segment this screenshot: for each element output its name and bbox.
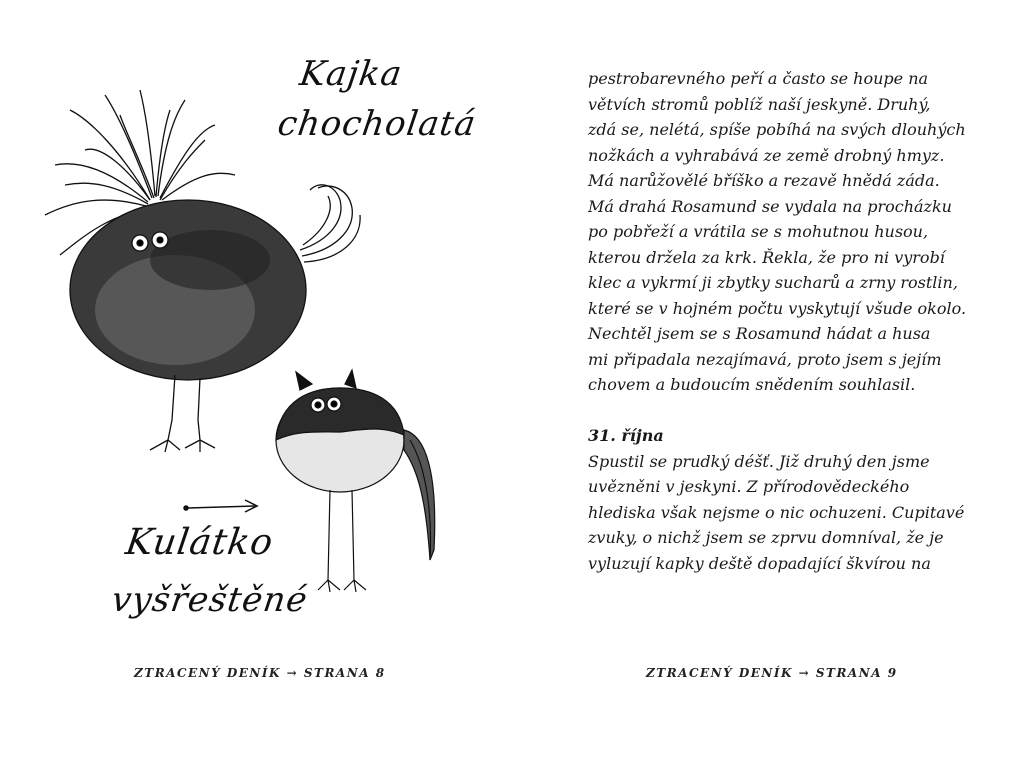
- text-line: Má drahá Rosamund se vydala na procházku: [588, 196, 952, 216]
- paragraph-gap: [588, 398, 1008, 424]
- text-line: chovem a budoucím snědením souhlasil.: [588, 375, 916, 394]
- date-heading: 31. října: [588, 426, 664, 445]
- caption-vysrestene: vyšřeštěné: [109, 580, 311, 620]
- text-line: větvích stromů poblíž naší jeskyně. Druhý,: [588, 94, 931, 114]
- text-line: zvuky, o nichž jsem se zprvu domníval, že je: [588, 528, 944, 547]
- text-line: Spustil se prudký déšť. Již druhý den jsme: [588, 451, 930, 471]
- caption-kulatko: Kulátko: [123, 522, 277, 563]
- right-page: [512, 0, 1024, 768]
- text-line: hlediska však nejsme o nic ochuzeni. Cupitavé: [588, 502, 965, 522]
- arrow-icon: [184, 500, 257, 512]
- round-bird-illustration: [276, 370, 435, 592]
- text-line: které se v hojném počtu vyskytují všude okolo.: [588, 298, 967, 318]
- text-line: nožkách a vyhrabává ze země drobný hmyz.: [588, 145, 945, 165]
- page-footer-left: ZTRACENÝ DENÍK → STRANA 8: [134, 666, 386, 680]
- caption-kajka: Kajka: [297, 54, 405, 94]
- text-line: pestrobarevného peří a často se houpe na: [588, 69, 929, 88]
- text-line: mi připadala nezajímavá, proto jsem s jejím: [588, 349, 942, 369]
- text-line: Nechtěl jsem se s Rosamund hádat a husa: [588, 324, 931, 343]
- page-footer-right: ZTRACENÝ DENÍK → STRANA 9: [646, 666, 898, 680]
- text-line: vyluzují kapky deště dopadající škvírou na: [588, 553, 931, 573]
- text-line: po pobřeží a vrátila se s mohutnou husou,: [588, 222, 929, 241]
- text-line: kterou držela za krk. Řekla, že pro ni vyrobí: [588, 247, 945, 267]
- text-line: Má narůžovělé bříško a rezavě hnědá záda.: [588, 171, 940, 190]
- body-text: [588, 66, 1008, 576]
- caption-chocholata: chocholatá: [275, 104, 479, 144]
- text-line: klec a vykrmí ji zbytky sucharů a zrny rostlin,: [588, 273, 958, 292]
- text-line: zdá se, nelétá, spíše pobíhá na svých dlouhých: [588, 120, 966, 139]
- text-line: uvězněni v jeskyni. Z přírodovědeckého: [588, 477, 910, 496]
